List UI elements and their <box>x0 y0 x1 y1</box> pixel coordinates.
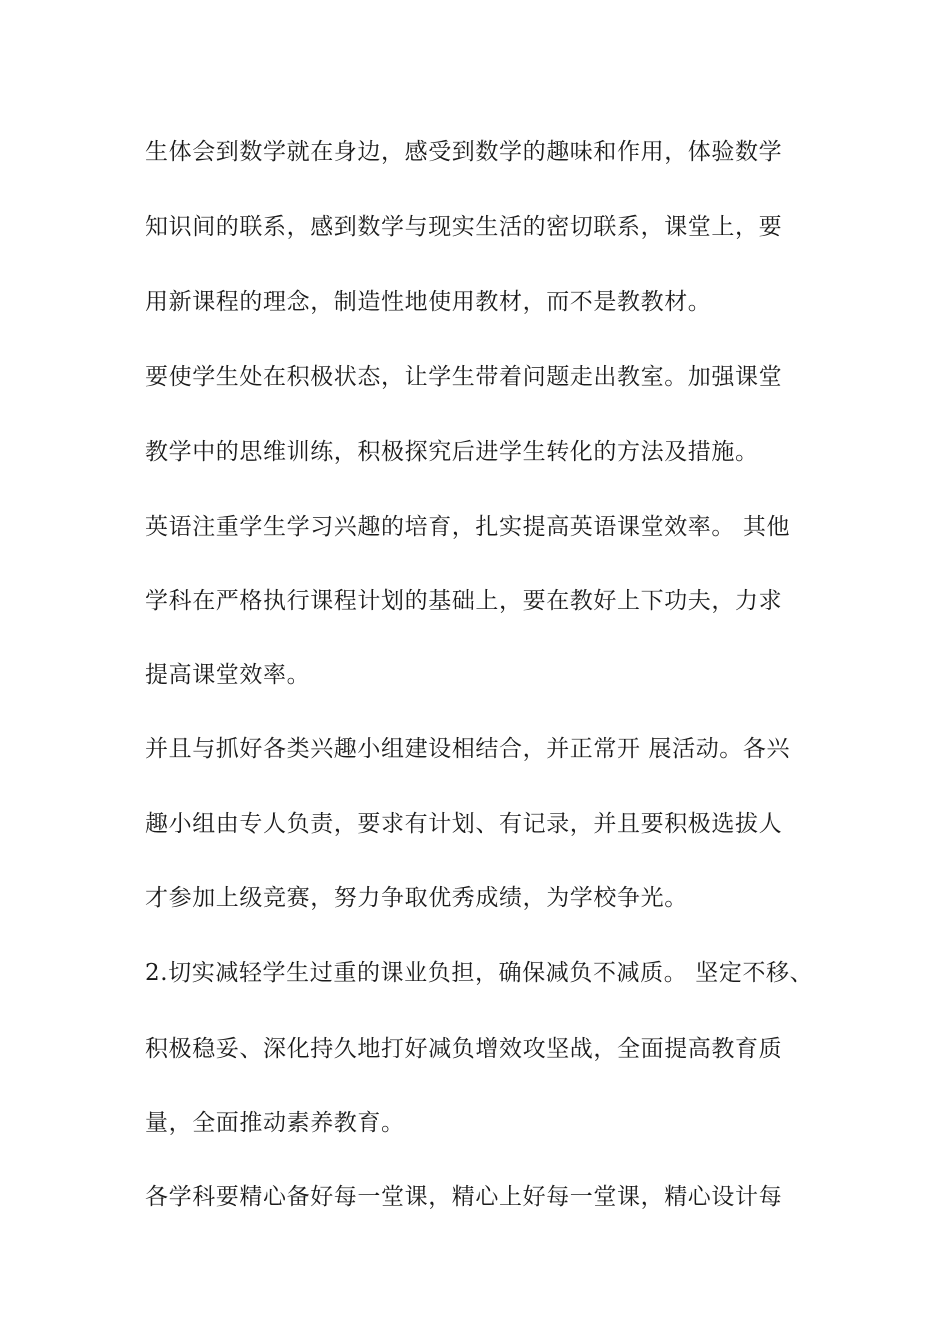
text-line: 积极稳妥、深化持久地打好减负增效攻坚战，全面提高教育质 <box>145 1036 783 1062</box>
text-line: 量，全面推动素养教育。 <box>145 1110 405 1136</box>
text-line: 各学科要精心备好每一堂课，精心上好每一堂课，精心设计每 <box>145 1184 783 1210</box>
text-line: 知识间的联系，感到数学与现实生活的密切联系，课堂上，要 <box>145 214 783 240</box>
text-line: 英语注重学生学习兴趣的培育，扎实提高英语课堂效率。 其他 <box>145 514 791 540</box>
text-line: 生体会到数学就在身边，感受到数学的趣味和作用，体验数学 <box>145 139 783 165</box>
text-line: 要使学生处在积极状态，让学生带着问题走出教室。加强课堂 <box>145 364 783 390</box>
text-line: 教学中的思维训练，积极探究后进学生转化的方法及措施。 <box>145 439 759 465</box>
text-line: 用新课程的理念，制造性地使用教材，而不是教教材。 <box>145 289 712 315</box>
text-line: 趣小组由专人负责，要求有计划、有记录，并且要积极选拔人 <box>145 811 783 837</box>
text-line: 提高课堂效率。 <box>145 662 311 688</box>
text-line: 并且与抓好各类兴趣小组建设相结合，并正常开 展活动。各兴 <box>145 736 791 762</box>
text-line: 学科在严格执行课程计划的基础上，要在教好上下功夫，力求 <box>145 588 783 614</box>
text-line: 才参加上级竞赛，努力争取优秀成绩，为学校争光。 <box>145 885 688 911</box>
text-line: 2.切实减轻学生过重的课业负担，确保减负不减质。 坚定不移、 <box>145 960 814 986</box>
